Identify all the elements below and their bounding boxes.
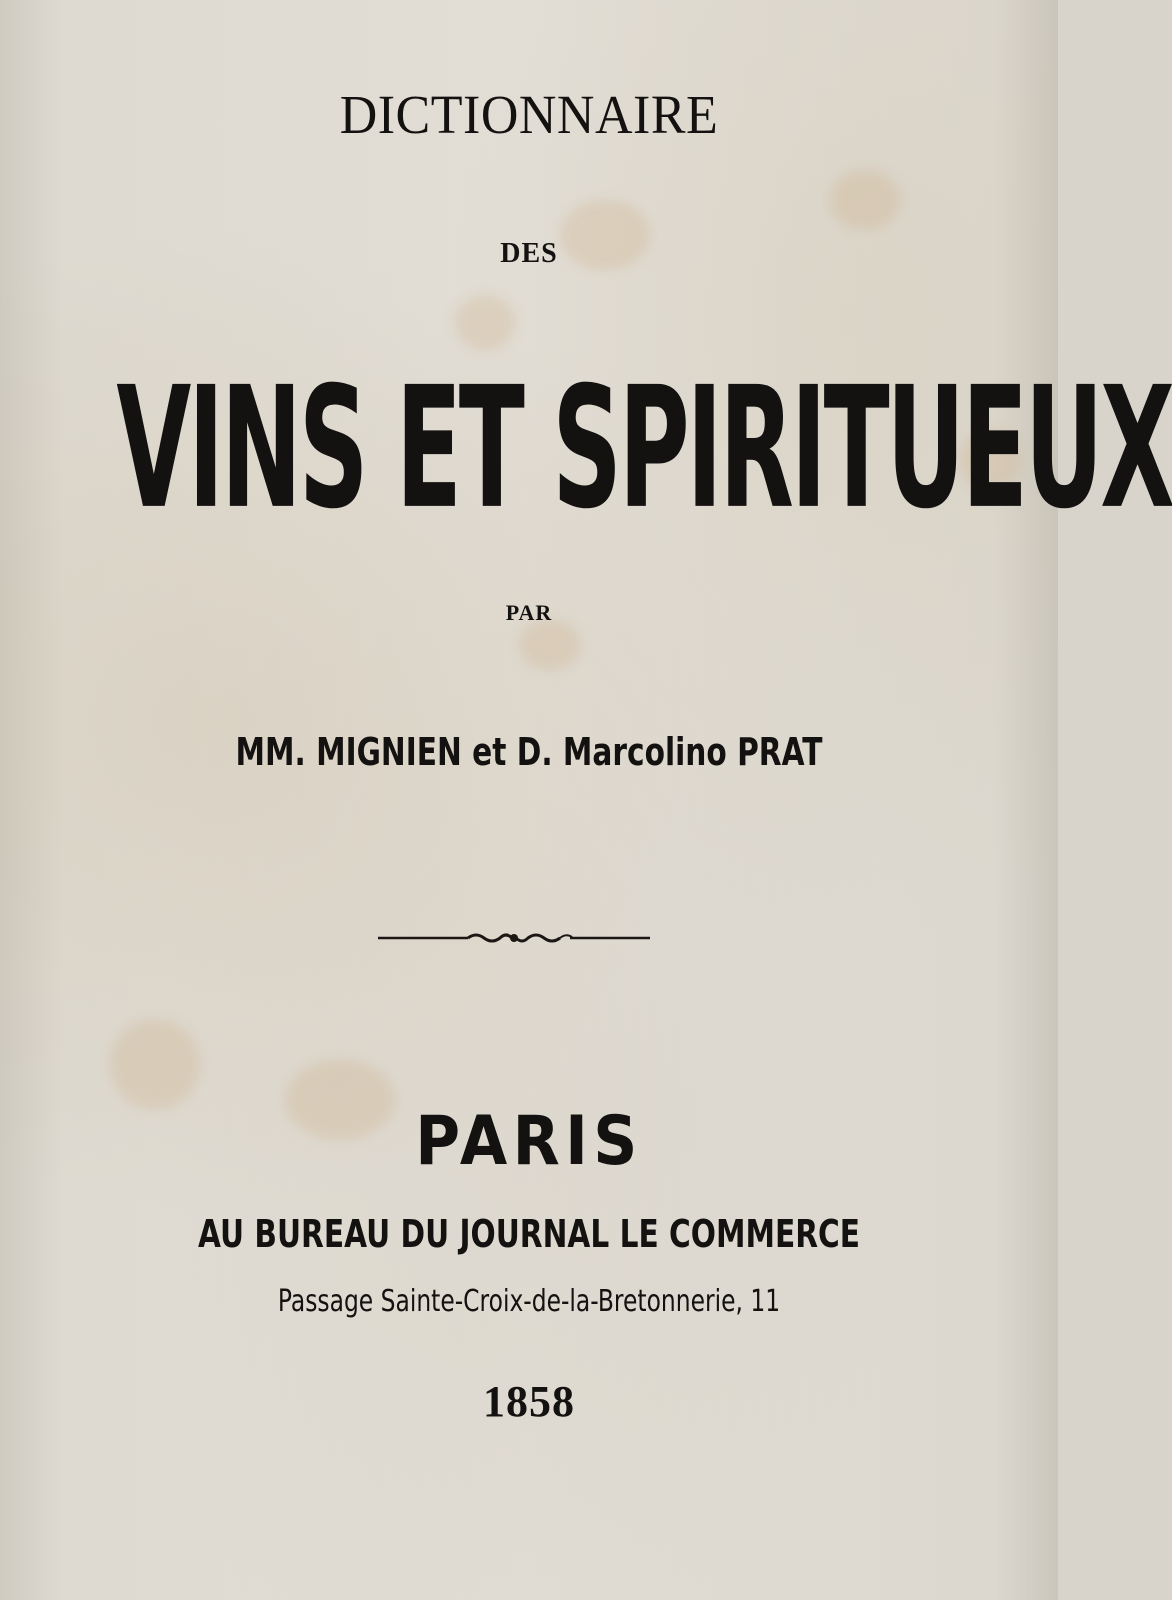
authors: MM. MIGNIEN et D. Marcolino PRAT <box>235 730 823 774</box>
paper-stain <box>830 170 900 230</box>
publication-year: 1858 <box>483 1377 575 1426</box>
publisher-address: Passage Sainte-Croix-de-la-Bretonnerie, 11 <box>277 1284 781 1319</box>
publisher: AU BUREAU DU JOURNAL LE COMMERCE <box>197 1212 861 1256</box>
ornamental-divider-icon <box>376 924 652 952</box>
paper-stain <box>455 295 515 350</box>
paper-stain <box>520 620 580 670</box>
main-title: VINS ET SPIRITUEUX <box>116 352 1172 547</box>
by-line: PAR <box>505 600 553 625</box>
title-connector: DES <box>500 238 558 269</box>
dictionary-heading: DICTIONNAIRE <box>339 85 719 146</box>
paper-stain <box>110 1020 200 1110</box>
publication-city: PARIS <box>415 1102 643 1181</box>
